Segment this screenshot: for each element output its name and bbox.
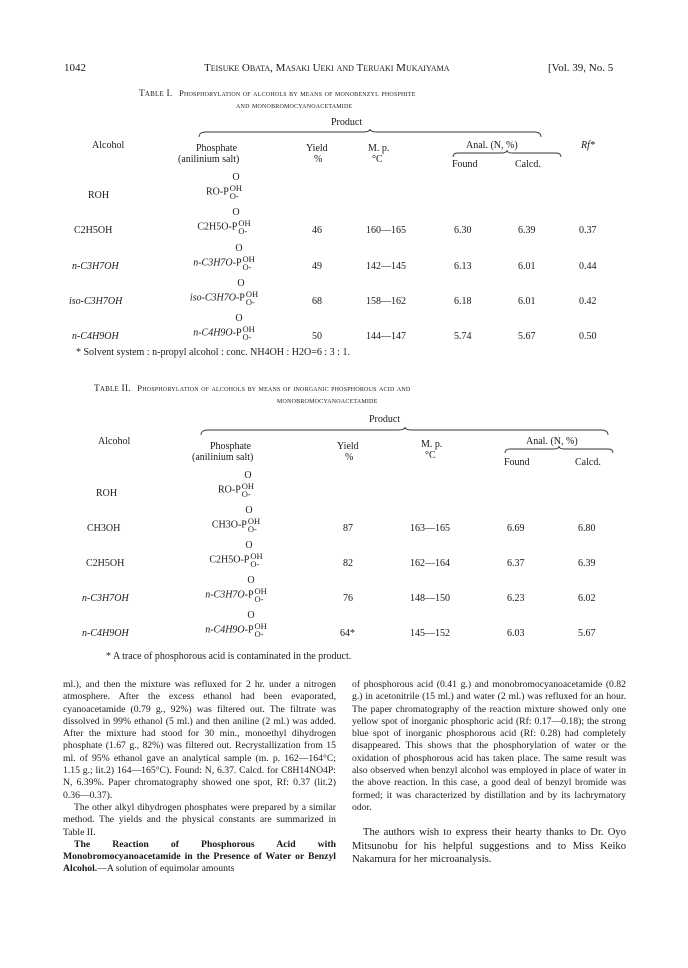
found-cell: 6.69 xyxy=(507,523,525,534)
yield-cell: 46 xyxy=(312,225,322,236)
mp-cell: 144—147 xyxy=(366,331,406,342)
table-1-title-line1: Phosphorylation of alcohols by means of monobenzyl phosphite xyxy=(178,88,416,98)
calcd-cell: 6.02 xyxy=(578,593,596,604)
table-1-col-phosphate: Phosphate xyxy=(196,143,238,154)
yield-cell: 49 xyxy=(312,261,322,272)
alcohol-cell: iso-C3H7OH xyxy=(69,296,123,307)
table-2-col-phosphate-sub: (anilinium salt) xyxy=(192,452,254,463)
page-number: 1042 xyxy=(64,62,86,74)
yield-cell: 68 xyxy=(312,296,322,307)
yield-cell: 76 xyxy=(343,593,353,604)
left-column xyxy=(63,679,336,876)
phosphate-structure: O n-C3H7O-P OH O- xyxy=(193,243,255,272)
found-cell: 5.74 xyxy=(454,331,472,342)
alcohol-cell: ROH xyxy=(96,488,118,499)
section-paragraph xyxy=(63,839,336,876)
mp-cell: 160—165 xyxy=(366,225,406,236)
alcohol-cell: n-C4H9OH xyxy=(72,331,119,342)
alcohol-cell: n-C3H7OH xyxy=(82,593,129,604)
alcohol-cell: ROH xyxy=(88,190,110,201)
table-1-footnote: * Solvent system : n-propyl alcohol : conc. NH4OH : H2O=6 : 3 : 1. xyxy=(76,347,350,358)
paragraph: of phosphorous acid (0.41 g.) and monobromocyanoacetamide (0.82 g.) in acetonitrile (15 ml.) and water (2 ml.) was refluxed for an hour. The paper chromatography of the reaction mixture showed only one yellow spot of inorganic phosphoric acid (Rf: 0.17—0.18); the strong blue spot of inorganic phosphorous acid (Rf: 0.28) had completely disappeared. This shows that the phosphorylation of water or the oxidation of phosphorous acid has taken place. The same result was also observed when benzyl alcohol was employed in place of water in the above reaction. In this case, a good deal of benzyl bromide was formed; it was characterized by distillation and by its lachrymatory odor. xyxy=(352,679,626,813)
table-2-col-mp: M. p. xyxy=(421,439,443,450)
phosphate-structure: O n-C4H9O-P OH O- xyxy=(205,610,267,639)
yield-cell: 50 xyxy=(312,331,322,342)
phosphate-structure: O RO-P OH O- xyxy=(217,470,255,499)
alcohol-cell: CH3OH xyxy=(87,523,121,534)
running-head-volume: [Vol. 39, No. 5 xyxy=(548,62,614,74)
table-1-col-yield-unit: % xyxy=(314,154,323,165)
paragraph: The other alkyl dihydrogen phosphates were prepared by a similar method. The yields and the physical constants are summarized in Table II. xyxy=(63,801,336,838)
alcohol-cell: n-C4H9OH xyxy=(82,628,129,639)
phosphate-structure: O C2H5O-P OH O- xyxy=(209,540,263,569)
mp-cell: 158—162 xyxy=(366,296,406,307)
calcd-cell: 6.01 xyxy=(518,296,536,307)
section-heading: The Reaction of Phosphorous Acid with Monobromocyanoacetamide in the Presence of Water or Benzyl Alcohol. xyxy=(63,838,336,875)
table-2-col-yield: Yield xyxy=(337,441,359,452)
rf-cell: 0.50 xyxy=(579,331,597,342)
table-2-label: Table II. xyxy=(94,384,131,394)
found-cell: 6.13 xyxy=(454,261,472,272)
calcd-cell: 6.80 xyxy=(578,523,596,534)
mp-cell: 162—164 xyxy=(410,558,450,569)
phosphate-structure: O n-C4H9O-P OH O- xyxy=(193,313,255,342)
table-2-col-yield-unit: % xyxy=(345,452,354,463)
table-1-anal-brace xyxy=(452,150,562,158)
table-1-col-found: Found xyxy=(452,159,478,170)
yield-cell: 87 xyxy=(343,523,353,534)
mp-cell: 145—152 xyxy=(410,628,450,639)
found-cell: 6.18 xyxy=(454,296,472,307)
alcohol-cell: n-C3H7OH xyxy=(72,261,119,272)
rf-cell: 0.42 xyxy=(579,296,597,307)
table-2-caption xyxy=(94,383,410,394)
phosphate-structure: O RO-P OH O- xyxy=(205,172,243,201)
rf-cell: 0.37 xyxy=(579,225,597,236)
table-1-col-anal: Anal. (N, %) xyxy=(466,140,518,151)
table-2-title-line1: Phosphorylation of alcohols by means of inorganic phosphorous acid and xyxy=(137,383,411,393)
table-1-col-phosphate-sub: (anilinium salt) xyxy=(178,154,240,165)
found-cell: 6.03 xyxy=(507,628,525,639)
table-2-col-alcohol: Alcohol xyxy=(98,436,131,447)
table-2-col-phosphate: Phosphate xyxy=(210,441,252,452)
table-1-col-calcd: Calcd. xyxy=(515,159,541,170)
mp-cell: 142—145 xyxy=(366,261,406,272)
table-1-title-line2: and monobromocyanoacetamide xyxy=(236,100,353,110)
right-column xyxy=(352,679,626,867)
paragraph: ml.), and then the mixture was refluxed for 2 hr. under a nitrogen atmosphere. After the excess ethanol had been evaporated, cyanoacetamide (0.79 g., 92%) was filtered out. The filtrate was dissolved in 99% ethanol (5 ml.) and then aniline (2 ml.) was added. After the mixture had stood for 30 min., monoethyl dihydrogen phosphate (1.67 g., 82%) was filtered out. Recrystallization from 15 ml. of 95% ethanol gave an analytical sample (m. p. 162—164°C; 1.15 g.; lit.2) 164—165°C). Found: N, 6.37. Calcd. for C8H14NO4P: N, 6.39%. Paper chromatography showed one spot, Rf: 0.37 (lit.2) 0.36—0.37). xyxy=(63,679,336,801)
table-1-col-rf: Rf* xyxy=(581,140,595,151)
running-head-authors: Teisuke Obata, Masaki Ueki and Teruaki Mukaiyama xyxy=(204,62,450,74)
yield-cell: 64* xyxy=(340,628,355,639)
found-cell: 6.23 xyxy=(507,593,525,604)
calcd-cell: 5.67 xyxy=(578,628,596,639)
phosphate-structure: O n-C3H7O-P OH O- xyxy=(205,575,267,604)
calcd-cell: 6.39 xyxy=(518,225,536,236)
phosphate-structure: O C2H5O-P OH O- xyxy=(197,207,251,236)
table-1-product-brace xyxy=(198,129,543,139)
alcohol-cell: C2H5OH xyxy=(86,558,125,569)
phosphate-structure: O CH3O-P OH O- xyxy=(211,505,261,534)
table-2-col-calcd: Calcd. xyxy=(575,457,601,468)
calcd-cell: 5.67 xyxy=(518,331,536,342)
acknowledgement: The authors wish to express their hearty thanks to Dr. Oyo Mitsunobu for his helpful suggestions and to Miss Keiko Nakamura for her microanalysis. xyxy=(352,827,626,866)
rf-cell: 0.44 xyxy=(579,261,597,272)
table-1-col-mp: M. p. xyxy=(368,143,390,154)
found-cell: 6.30 xyxy=(454,225,472,236)
table-2-product-label: Product xyxy=(369,414,401,425)
calcd-cell: 6.39 xyxy=(578,558,596,569)
table-1-col-alcohol: Alcohol xyxy=(92,140,125,151)
table-1-col-mp-unit: °C xyxy=(372,154,383,165)
table-1-product-label: Product xyxy=(331,117,363,128)
table-2-anal-brace xyxy=(504,446,614,454)
table-2-footnote: * A trace of phosphorous acid is contaminated in the product. xyxy=(106,651,352,662)
table-2-col-found: Found xyxy=(504,457,530,468)
found-cell: 6.37 xyxy=(507,558,525,569)
table-1-col-yield: Yield xyxy=(306,143,328,154)
table-2-col-mp-unit: °C xyxy=(425,450,436,461)
phosphate-structure: O iso-C3H7O-P OH O- xyxy=(189,278,259,307)
table-2-title-line2: monobromocyanoacetamide xyxy=(277,395,378,405)
yield-cell: 82 xyxy=(343,558,353,569)
calcd-cell: 6.01 xyxy=(518,261,536,272)
table-1-caption xyxy=(139,88,415,99)
table-1-label: Table I. xyxy=(139,89,173,99)
section-text: —A solution of equimolar amounts xyxy=(97,863,235,875)
table-2-col-anal: Anal. (N, %) xyxy=(526,436,578,447)
mp-cell: 148—150 xyxy=(410,593,450,604)
mp-cell: 163—165 xyxy=(410,523,450,534)
alcohol-cell: C2H5OH xyxy=(74,225,113,236)
